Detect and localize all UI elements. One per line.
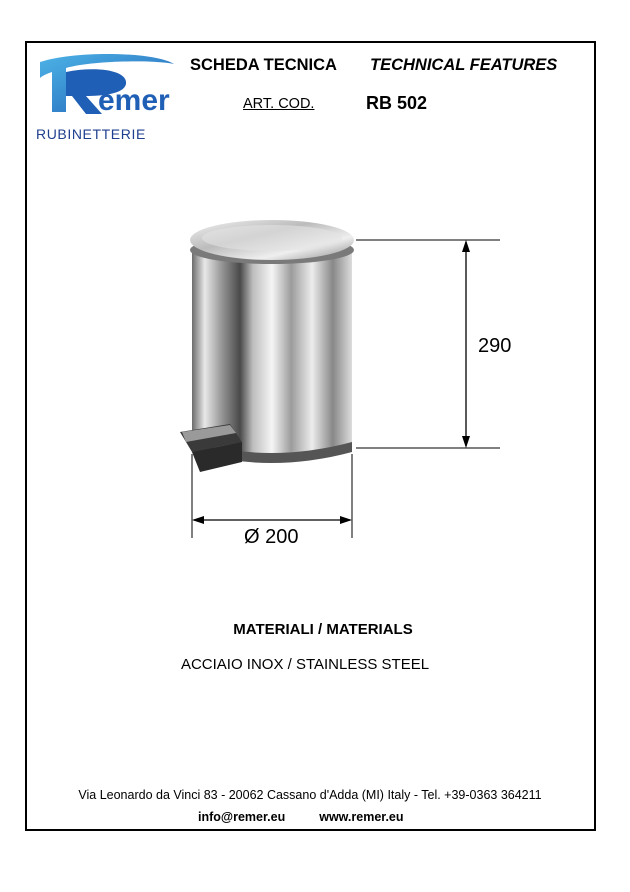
art-cod-value: RB 502 — [366, 93, 428, 113]
contacts — [198, 810, 404, 824]
height-label: 290 — [478, 335, 512, 357]
logo-word: emer — [98, 84, 170, 117]
materials-value: ACCIAIO INOX / STAINLESS STEEL — [180, 656, 430, 673]
email-link[interactable]: info@remer.eu — [198, 810, 286, 824]
art-cod-label: ART. COD. — [243, 96, 315, 112]
pedal-bin-drawing — [170, 180, 510, 560]
title-english: TECHNICAL FEATURES — [370, 56, 558, 74]
materials-title: MATERIALI / MATERIALS — [233, 621, 413, 638]
website-link[interactable]: www.remer.eu — [319, 810, 404, 824]
logo-subtitle: RUBINETTERIE — [36, 126, 146, 142]
diameter-label: Ø 200 — [244, 526, 299, 548]
company-address: Via Leonardo da Vinci 83 - 20062 Cassano d'Adda (MI) Italy - Tel. +39-0363 364211 — [78, 788, 542, 802]
title-italian: SCHEDA TECNICA — [190, 56, 337, 74]
